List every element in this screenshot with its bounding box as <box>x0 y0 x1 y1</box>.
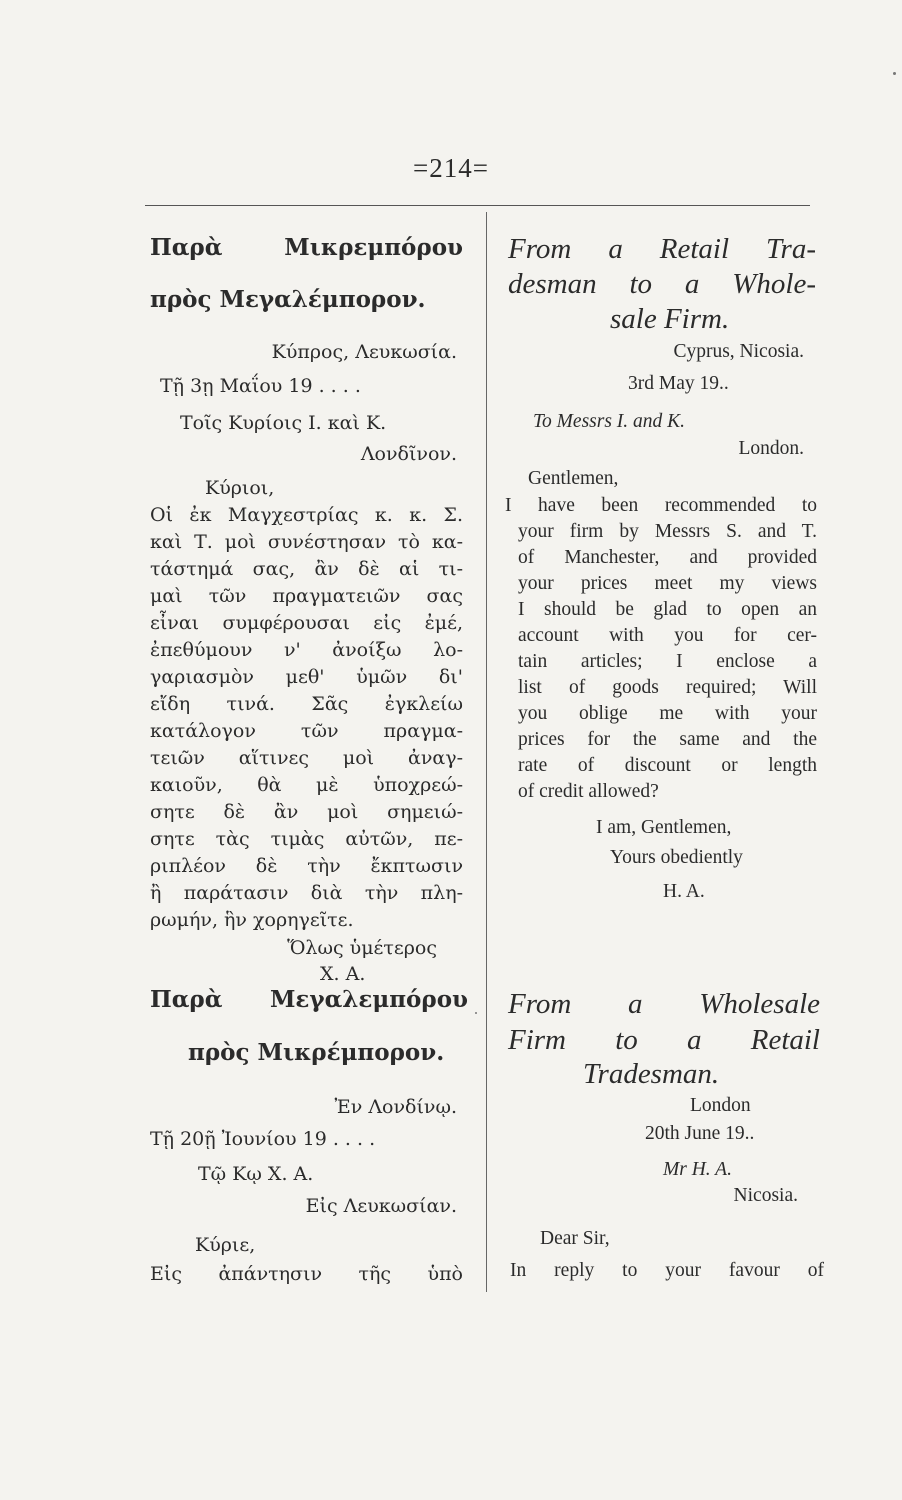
english-recipient: To Messrs I. and K. <box>533 411 686 432</box>
english-heading-line: From a Wholesale <box>508 988 820 1020</box>
greek-recipient: Τῷ Κῳ Χ. Α. <box>198 1163 314 1185</box>
english-body-line: of credit allowed? <box>518 781 659 802</box>
greek-body-line: καὶ Τ. μοὶ συνέστησαν τὸ κα- <box>150 531 463 553</box>
english-place: Cyprus, Nicosia. <box>673 341 804 362</box>
english-body-line: prices for the same and the <box>518 729 817 750</box>
greek-signature: Χ. Α. <box>320 963 366 985</box>
english-body-line: of Manchester, and provided <box>518 547 817 568</box>
greek-recipient-city: Λονδῖνον. <box>360 443 457 465</box>
greek-heading-line: πρὸς Μεγαλέμπορον. <box>150 286 426 313</box>
greek-closing: Ὅλως ὑμέτερος <box>287 937 437 959</box>
english-salutation: Dear Sir, <box>540 1228 610 1249</box>
english-body-line: I should be glad to open an <box>518 599 817 620</box>
english-heading-line: Tradesman. <box>583 1058 720 1090</box>
greek-date: Τῇ 20ῇ Ἰουνίου 19 . . . . <box>150 1128 376 1150</box>
greek-recipient: Τοῖς Κυρίοις Ι. καὶ Κ. <box>180 412 387 434</box>
english-signature: H. A. <box>663 881 705 902</box>
english-date: 3rd May 19.. <box>628 373 729 394</box>
english-recipient-city: Nicosia. <box>733 1185 798 1206</box>
scan-speck <box>475 1012 477 1014</box>
greek-body-line: ἢ παράτασιν διὰ τὴν πλη- <box>150 882 463 904</box>
english-salutation: Gentlemen, <box>528 468 619 489</box>
english-body-line: I have been recommended to <box>505 495 817 516</box>
greek-date: Τῇ 3ῃ Μαΐου 19 . . . . <box>160 375 361 397</box>
english-recipient: Mr H. A. <box>663 1159 732 1180</box>
english-body-line: In reply to your favour of <box>510 1260 824 1281</box>
english-closing: I am, Gentlemen, <box>596 817 732 838</box>
english-body-line: your firm by Messrs S. and T. <box>518 521 817 542</box>
english-heading-line: sale Firm. <box>610 303 730 335</box>
greek-body-line: ριπλέον δὲ τὴν ἔκπτωσιν <box>150 855 463 877</box>
english-closing: Yours obediently <box>610 847 743 868</box>
english-heading-line: From a Retail Tra- <box>508 233 816 265</box>
greek-body-line: Οἱ ἐκ Μαγχεστρίας κ. κ. Σ. <box>150 504 463 526</box>
english-heading-line: desman to a Whole- <box>508 268 816 300</box>
english-place: London <box>690 1095 751 1116</box>
greek-body-line: ἐπεθύμουν ν' ἀνοίξω λο- <box>150 639 463 661</box>
greek-salutation: Κύριε, <box>195 1234 256 1256</box>
greek-place: Κύπρος, Λευκωσία. <box>271 341 457 363</box>
greek-recipient-city: Εἰς Λευκωσίαν. <box>305 1195 457 1217</box>
english-body-line: rate of discount or length <box>518 755 817 776</box>
greek-body-line: Εἰς ἀπάντησιν τῆς ὑπὸ <box>150 1263 463 1285</box>
greek-body-line: εἶναι συμφέρουσαι εἰς ἐμέ, <box>150 612 463 634</box>
greek-heading-line: πρὸς Μικρέμπορον. <box>188 1039 445 1066</box>
greek-heading-line: Παρὰ Μικρεμπόρου <box>150 234 463 261</box>
greek-body-line: μαὶ τῶν πραγματειῶν σας <box>150 585 463 607</box>
greek-heading-line: Παρὰ Μεγαλεμπόρου <box>150 986 468 1013</box>
greek-body-line: ρωμήν, ἣν χορηγεῖτε. <box>150 909 354 931</box>
greek-body-line: καιοῦν, θὰ μὲ ὑποχρεώ- <box>150 774 463 796</box>
greek-body-line: τάστημά σας, ἂν δὲ αἱ τι- <box>150 558 463 580</box>
greek-body-line: τειῶν αἵτινες μοὶ ἀναγ- <box>150 747 463 769</box>
greek-salutation: Κύριοι, <box>205 477 275 499</box>
greek-body-line: κατάλογον τῶν πραγμα- <box>150 720 463 742</box>
english-heading-line: Firm to a Retail <box>508 1024 820 1056</box>
greek-body-line: σητε τὰς τιμὰς αὐτῶν, πε- <box>150 828 463 850</box>
scan-speck <box>893 72 896 75</box>
english-body-line: list of goods required; Will <box>518 677 817 698</box>
top-rule <box>145 205 810 206</box>
english-body-line: tain articles; I enclose a <box>518 651 817 672</box>
greek-body-line: γαριασμὸν μεθ' ὑμῶν δι' <box>150 666 463 688</box>
greek-body-line: σητε δὲ ἂν μοὶ σημειώ- <box>150 801 463 823</box>
english-body-line: you oblige me with your <box>518 703 817 724</box>
page-number: =214= <box>413 153 489 183</box>
english-body-line: your prices meet my views <box>518 573 817 594</box>
column-divider <box>486 212 487 1292</box>
english-recipient-city: London. <box>738 438 804 459</box>
greek-body-line: εἴδη τινά. Σᾶς ἐγκλείω <box>150 693 463 715</box>
greek-place: Ἐν Λονδίνῳ. <box>334 1096 457 1118</box>
english-date: 20th June 19.. <box>645 1123 755 1144</box>
english-body-line: account with you for cer- <box>518 625 817 646</box>
